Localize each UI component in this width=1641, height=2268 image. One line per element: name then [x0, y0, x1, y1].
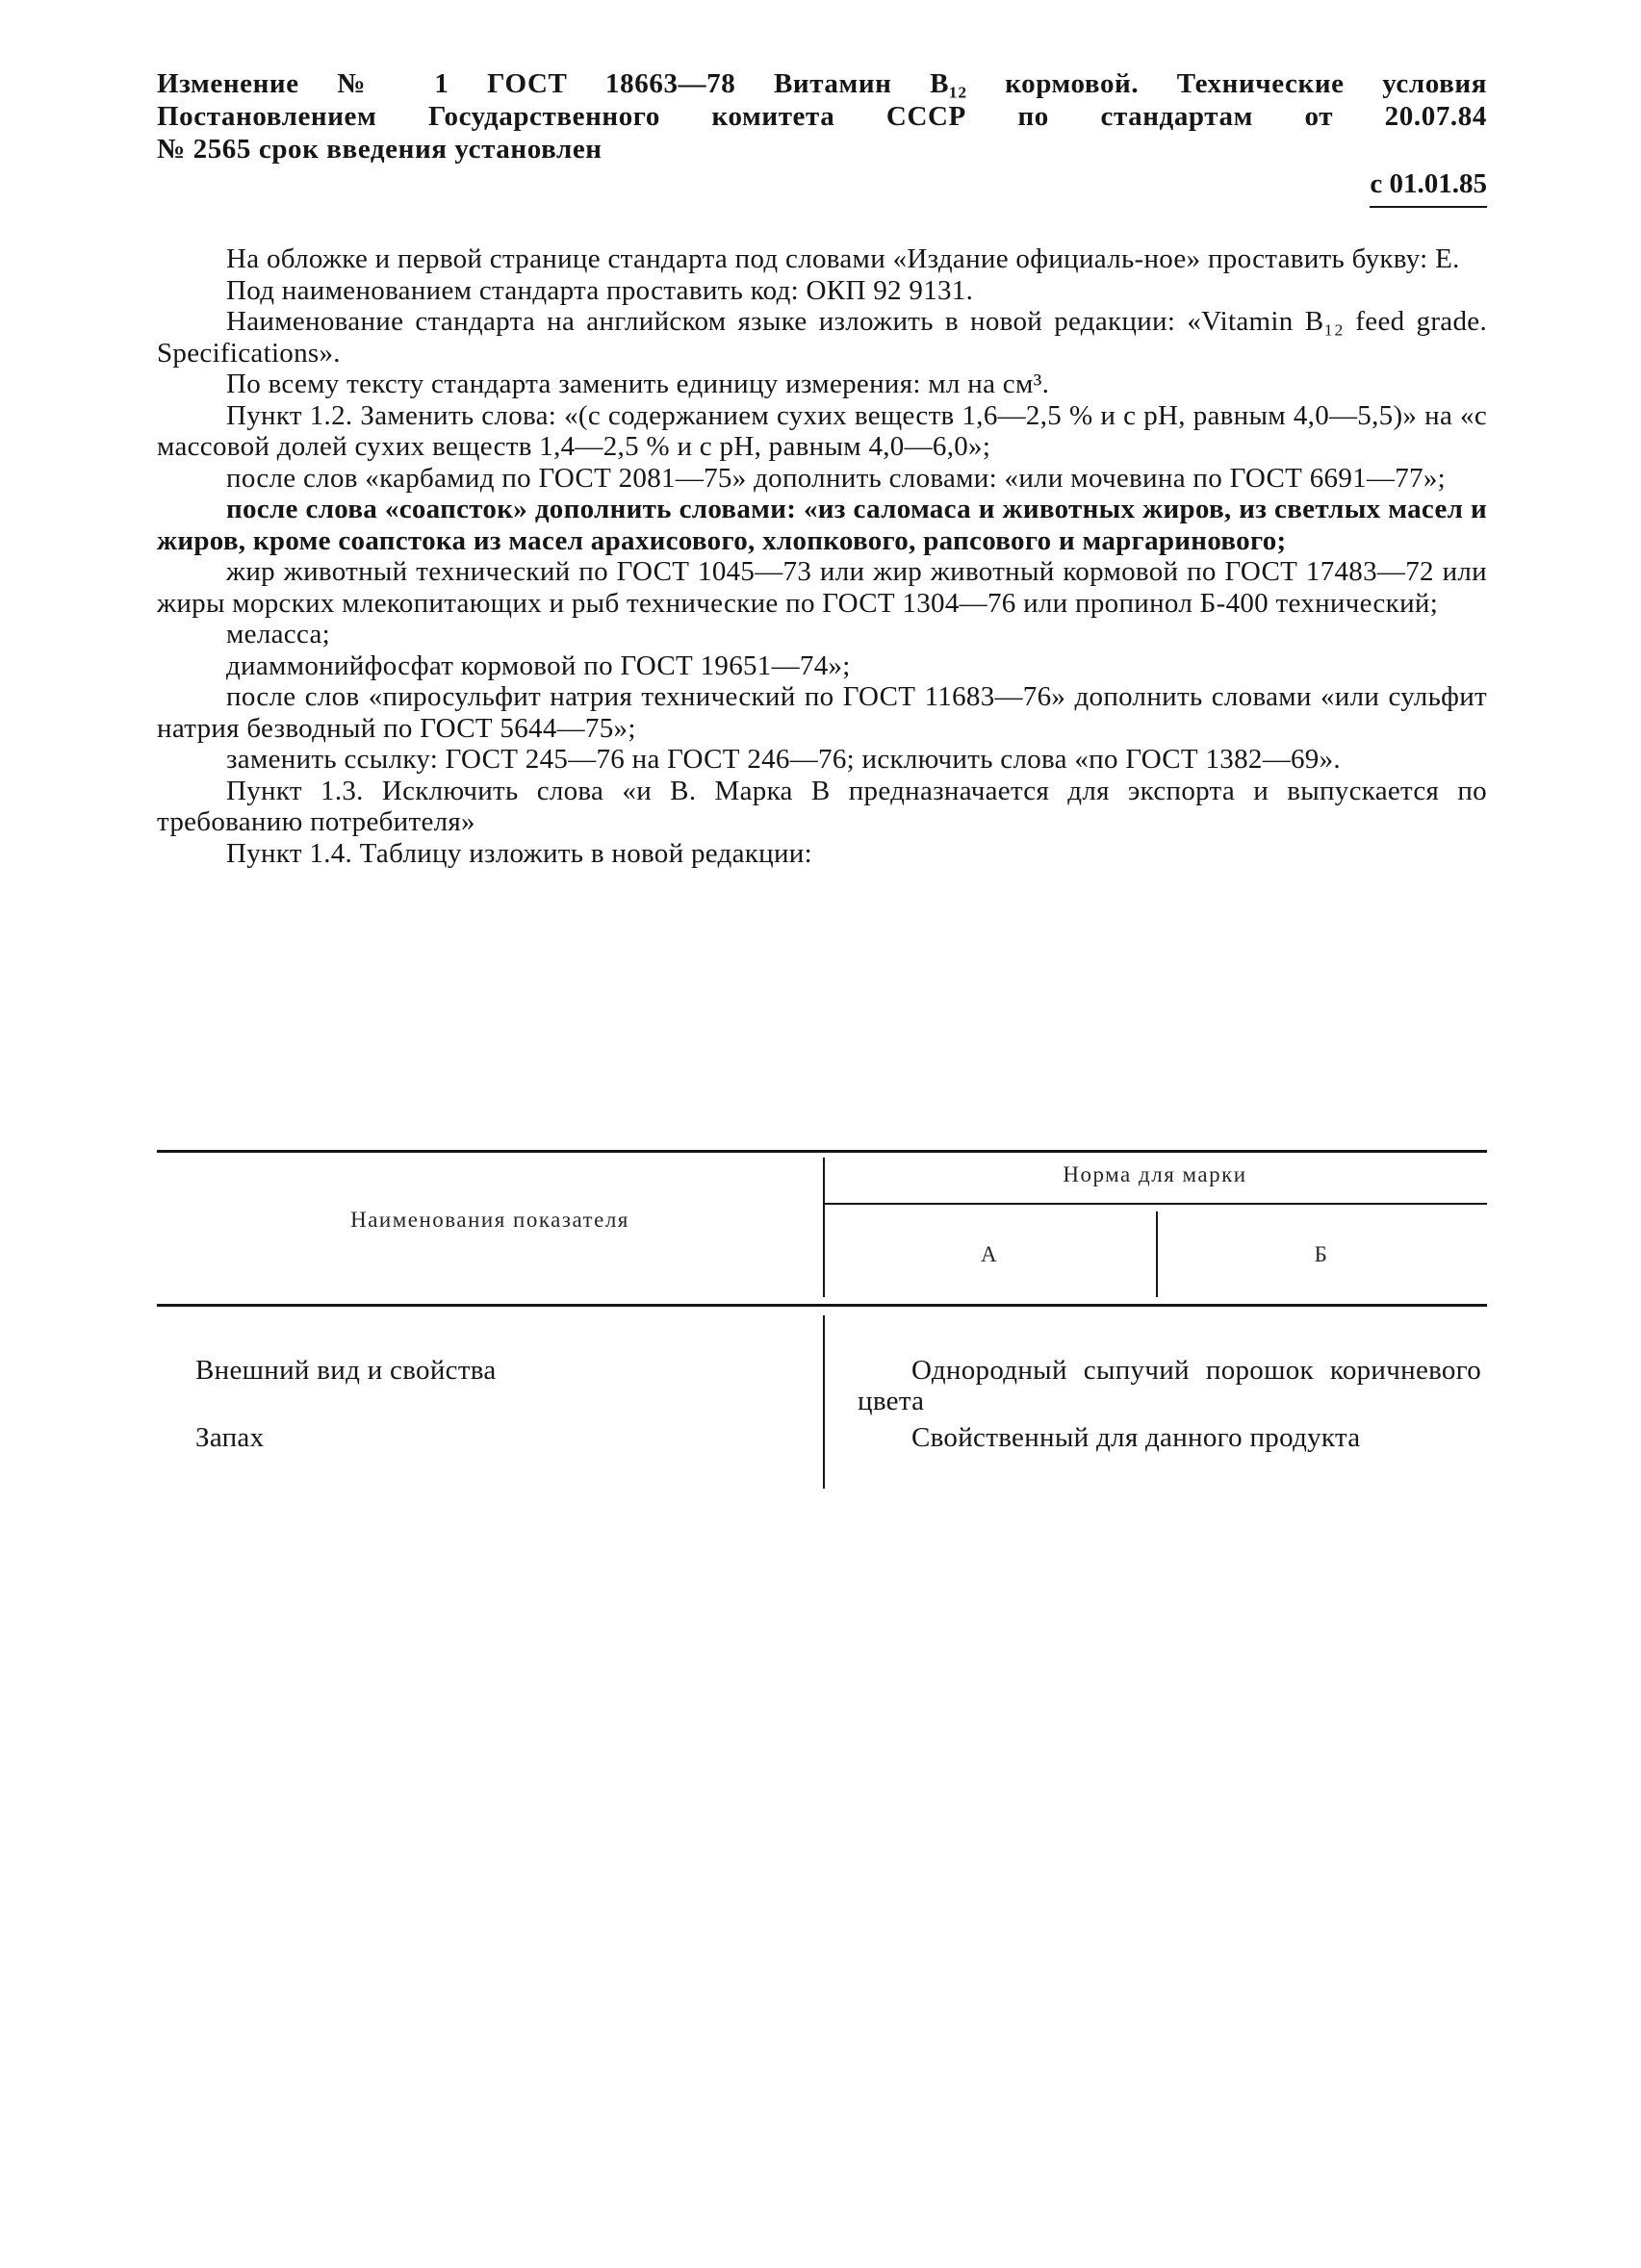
column-header-grade-b: Б [1314, 1242, 1329, 1266]
header-bottom-rule [157, 1304, 1487, 1307]
effective-date-block [1331, 167, 1487, 208]
table-top-rule [157, 1150, 1487, 1153]
column-header-grade-a: А [980, 1242, 999, 1266]
paragraph-text: Наименование стандарта на английском языке изложить в новой редакции: «Vitamin B₁₂ feed grade. Specifications». [157, 306, 1487, 369]
header-line-2: Постановлением Государственного комитета СССР по стандартам от 20.07.84 [157, 101, 1487, 132]
paragraph-text: после слова «соапсток» дополнить словами: «из саломаса и животных жиров, из светлых масел и жиров, кроме соапстока из масел арахисового, хлопкового, рапсового и маргаринового; [157, 494, 1487, 556]
paragraph [157, 243, 1487, 275]
paragraph [157, 275, 1487, 307]
paragraph-text: диаммонийфосфат кормовой по ГОСТ 19651—74»; [226, 650, 851, 681]
paragraph [157, 838, 1487, 870]
paragraph [157, 463, 1487, 495]
table-row-value: Однородный сыпучий порошок коричневого цвета [858, 1355, 1481, 1416]
table-row-name: Внешний вид и свойства [195, 1355, 497, 1386]
header-line-1: Изменение № 1 ГОСТ 18663—78 Витамин B₁₂ кормовой. Технические условия [157, 68, 1487, 99]
amendment-header [157, 67, 1487, 166]
paragraph-text: заменить ссылку: ГОСТ 245—76 на ГОСТ 246—76; исключить слова «по ГОСТ 1382—69». [226, 744, 1341, 775]
paragraph [157, 556, 1487, 619]
paragraph [157, 650, 1487, 682]
paragraph [157, 681, 1487, 744]
paragraph-text: после слов «пиросульфит натрия технический по ГОСТ 11683—76» дополнить словами «или сульфит натрия безводный по ГОСТ 5644—75»; [157, 681, 1487, 744]
paragraph [157, 744, 1487, 776]
body-divider [823, 1315, 825, 1489]
paragraph [157, 619, 1487, 650]
table-row-value: Свойственный для данного продукта [911, 1422, 1361, 1453]
paragraph-text: Под наименованием стандарта проставить код: ОКП 92 9131. [226, 274, 974, 306]
paragraph-text: Пункт 1.4. Таблицу изложить в новой редакции: [226, 837, 812, 869]
table-row-name: Запах [195, 1422, 265, 1453]
column-header-norm: Норма для марки [1063, 1162, 1247, 1186]
paragraph-text: меласса; [226, 619, 330, 650]
norm-header-rule [823, 1203, 1487, 1205]
paragraph [157, 369, 1487, 400]
paragraph-text: Пункт 1.3. Исключить слова «и В. Марка В предназначается для экспорта и выпускается по требованию потребителя» [157, 775, 1487, 837]
paragraph [157, 776, 1487, 838]
paragraph-text: Пункт 1.2. Заменить слова: «(с содержанием сухих веществ 1,6—2,5 % и с рН, равным 4,0—5,5)» на «с массовой долей сухих веществ 1,4—2,5 % и с рН, равным 4,0—6,0»; [157, 399, 1487, 462]
paragraph-text: На обложке и первой странице стандарта под словами «Издание официаль-ное» проставить букву: Е. [226, 243, 1460, 274]
header-line-3: № 2565 срок введения установлен [157, 134, 603, 165]
paragraph-text: после слов «карбамид по ГОСТ 2081—75» дополнить словами: «или мочевина по ГОСТ 6691—77»; [226, 462, 1446, 494]
paragraph-bold [157, 494, 1487, 556]
effective-date: с 01.01.85 [1370, 167, 1487, 208]
indicator-table [157, 1150, 1487, 1496]
paragraph [157, 400, 1487, 463]
paragraph [157, 306, 1487, 369]
amendment-body [157, 243, 1487, 869]
paragraph-text: По всему тексту стандарта заменить единицу измерения: мл на см³. [226, 369, 1050, 399]
paragraph-text: жир животный технический по ГОСТ 1045—73 или жир животный кормовой по ГОСТ 17483—72 или жиры морских млекопитающих и рыб технические по ГОСТ 1304—76 или пропинол Б-400 технический; [157, 556, 1487, 619]
column-header-indicator: Наименования показателя [350, 1208, 629, 1232]
